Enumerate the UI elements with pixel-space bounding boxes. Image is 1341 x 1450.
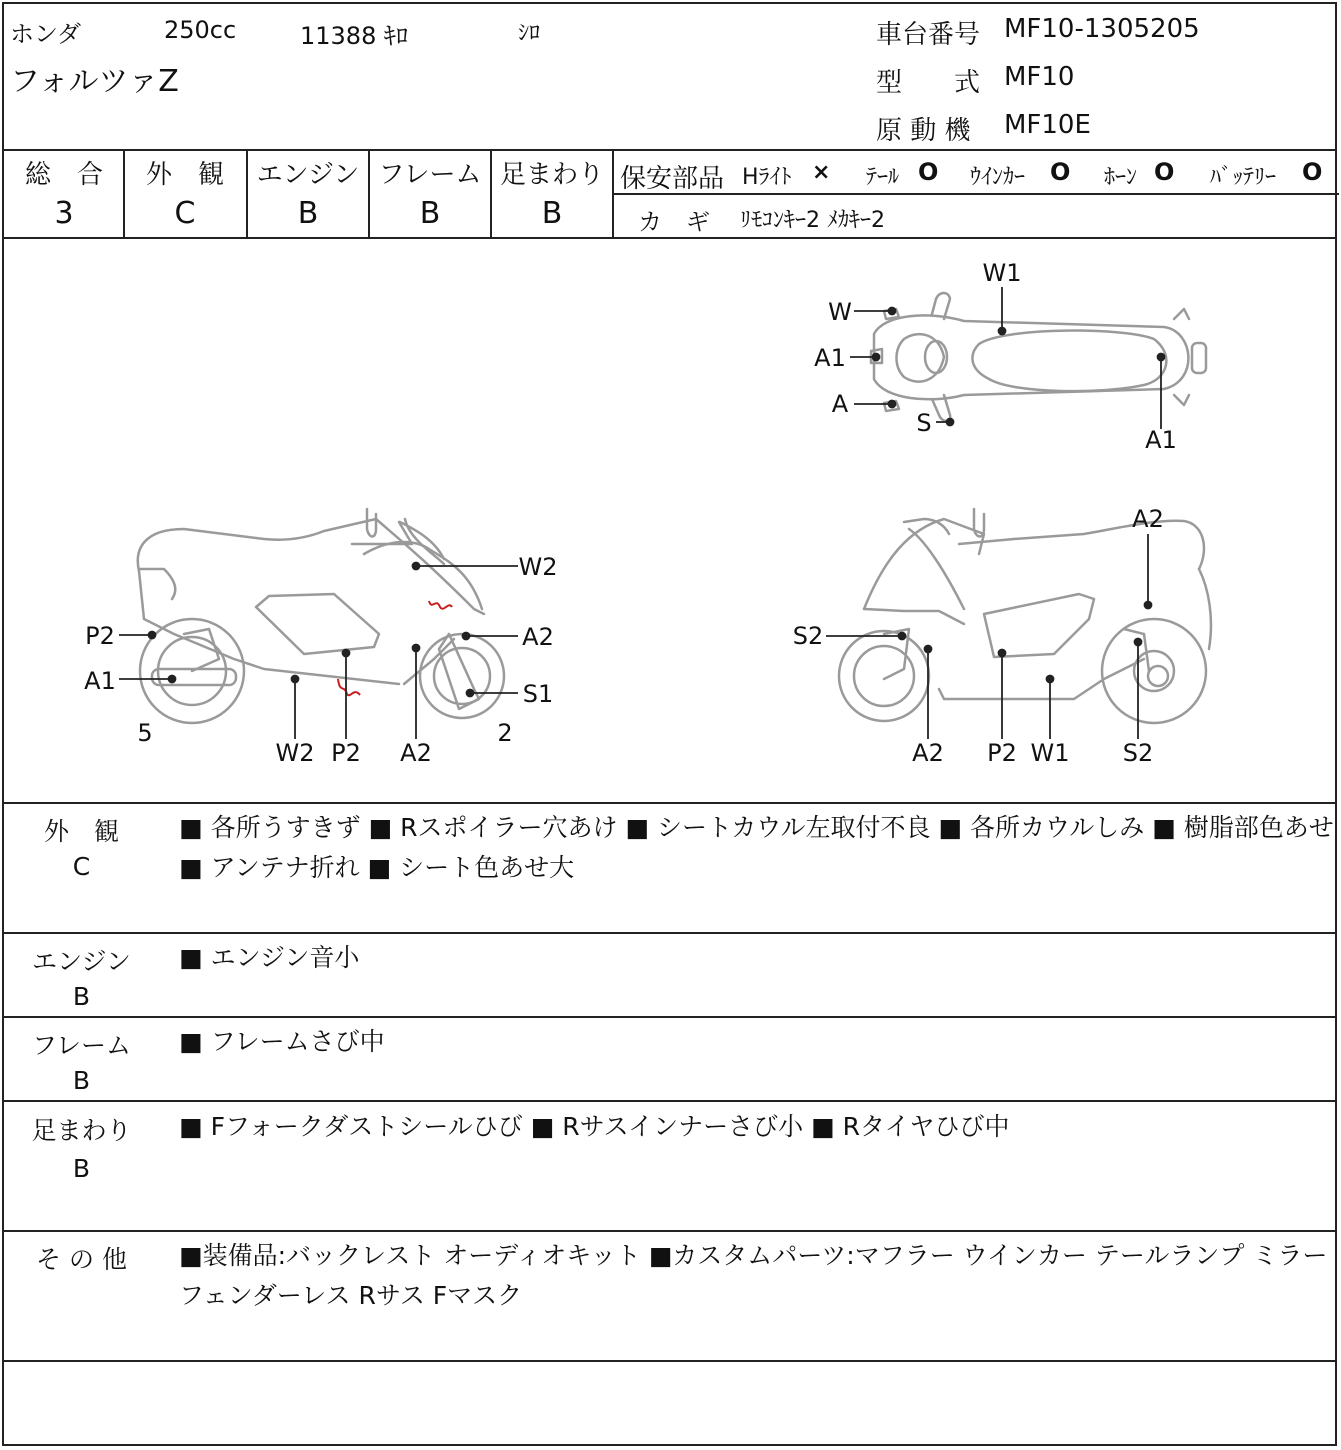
diagram-label-right-a2: A2 xyxy=(1132,505,1164,533)
section-text-other: ■装備品:バックレスト オーディオキット ■カスタムパーツ:マフラー ウインカー テールランプ ミラー フェンダーレス Rサス Fマスク xyxy=(179,1241,1328,1310)
diagram-label-right-a2-bottom: A2 xyxy=(912,739,944,767)
grade-value-frame: B xyxy=(419,196,441,231)
diagram-label-left-a2: A2 xyxy=(522,623,554,651)
diagram-label-right-s2-bottom: S2 xyxy=(1122,739,1154,767)
section-label-engine: エンジン xyxy=(32,947,131,976)
grade-value-exterior: C xyxy=(174,196,196,231)
safety-mark-tail: O xyxy=(918,158,939,186)
section-label-other: そ の 他 xyxy=(36,1245,127,1274)
section-label-frame: フレーム xyxy=(31,1031,131,1060)
diagram-label-right-p2-bottom: P2 xyxy=(987,739,1017,767)
inspection-sheet xyxy=(2,2,1337,1446)
diagram-label-left-a1: A1 xyxy=(84,667,116,695)
engine-value: MF10E xyxy=(1004,110,1091,140)
divider xyxy=(4,149,1335,151)
diagram-label-right-w1-bottom: W1 xyxy=(1030,739,1070,767)
model-name: フォルツァZ xyxy=(10,64,179,99)
mileage: 11388 ｷﾛ xyxy=(300,22,408,50)
section-text-engine: ■ エンジン音小 xyxy=(179,943,360,972)
frame-number: MF10-1305205 xyxy=(1004,14,1200,44)
key-label: カ ギ xyxy=(638,208,710,236)
grade-value-suspension: B xyxy=(541,196,563,231)
diagram-label-top-a1-rear: A1 xyxy=(1145,426,1177,454)
section-grade-exterior: C xyxy=(72,852,91,881)
diagram-label-left-w2: W2 xyxy=(518,553,558,581)
diagram-label-top-a: A xyxy=(831,390,849,418)
frame-label: 車台番号 xyxy=(876,20,981,50)
scooter-left-view xyxy=(138,509,504,723)
safety-label: 保安部品 xyxy=(620,164,725,194)
maker: ホンダ xyxy=(10,20,82,48)
key-value: ﾘﾓｺﾝｷｰ2 ﾒｶｷｰ2 xyxy=(740,208,885,233)
type-label: 型 式 xyxy=(876,68,981,98)
safety-mark-winker: O xyxy=(1050,158,1071,186)
grade-label-overall: 総 合 xyxy=(24,160,103,190)
grade-value-overall: 3 xyxy=(54,196,74,231)
safety-item-headlight: Hﾗｲﾄ xyxy=(742,165,792,190)
safety-mark-horn: O xyxy=(1154,158,1175,186)
safety-item-battery: ﾊﾞｯﾃﾘｰ xyxy=(1210,165,1277,190)
safety-item-winker: ｳｲﾝｶｰ xyxy=(970,165,1026,190)
safety-item-horn: ﾎｰﾝ xyxy=(1104,165,1138,190)
diagram-label-top-w1: W1 xyxy=(982,259,1022,287)
section-text-suspension: ■ Fフォークダストシールひび ■ Rサスインナーさび小 ■ Rタイヤひび中 xyxy=(179,1112,1010,1141)
diagram-label-left-rear-tire: 5 xyxy=(137,719,153,747)
diagram-label-right-s2: S2 xyxy=(792,622,824,650)
section-grade-frame: B xyxy=(72,1066,91,1095)
diagram-label-left-p2-bottom: P2 xyxy=(331,739,361,767)
section-grade-suspension: B xyxy=(72,1154,91,1183)
damage-diagram xyxy=(4,239,1335,802)
section-text-frame: ■ フレームさび中 xyxy=(179,1027,385,1056)
scooter-right-view xyxy=(839,509,1211,723)
safety-mark-headlight: × xyxy=(812,160,831,185)
grade-label-frame: フレーム xyxy=(378,160,482,190)
section-text-exterior: ■ 各所うすきず ■ Rスポイラー穴あけ ■ シートカウル左取付不良 ■ 各所カウルしみ ■ 樹脂部色あせ ■ アンテナ折れ ■ シート色あせ大 xyxy=(179,813,1334,882)
section-grade-engine: B xyxy=(72,982,91,1011)
scooter-top-view xyxy=(871,293,1206,421)
displacement: 250cc xyxy=(164,16,237,44)
grade-label-suspension: 足まわり xyxy=(499,160,604,190)
grade-label-engine: エンジン xyxy=(256,160,360,190)
diagram-label-top-s: S xyxy=(916,409,932,437)
section-label-exterior: 外 観 xyxy=(43,817,119,846)
diagram-label-left-front-tire: 2 xyxy=(497,719,513,747)
color: ｼﾛ xyxy=(518,21,541,46)
diagram-label-left-w2-bottom: W2 xyxy=(275,739,315,767)
diagram-label-left-p2: P2 xyxy=(85,622,115,650)
type-value: MF10 xyxy=(1004,62,1075,92)
safety-item-tail: ﾃｰﾙ xyxy=(866,165,900,190)
section-label-suspension: 足まわり xyxy=(31,1116,132,1145)
safety-mark-battery: O xyxy=(1302,158,1323,186)
diagram-label-left-a2-bottom: A2 xyxy=(400,739,432,767)
engine-label: 原 動 機 xyxy=(876,116,971,146)
grade-value-engine: B xyxy=(297,196,319,231)
grade-label-exterior: 外 観 xyxy=(145,160,224,190)
diagram-label-top-w: W xyxy=(828,298,852,326)
diagram-label-left-s1: S1 xyxy=(522,680,554,708)
diagram-label-top-a1: A1 xyxy=(814,344,846,372)
